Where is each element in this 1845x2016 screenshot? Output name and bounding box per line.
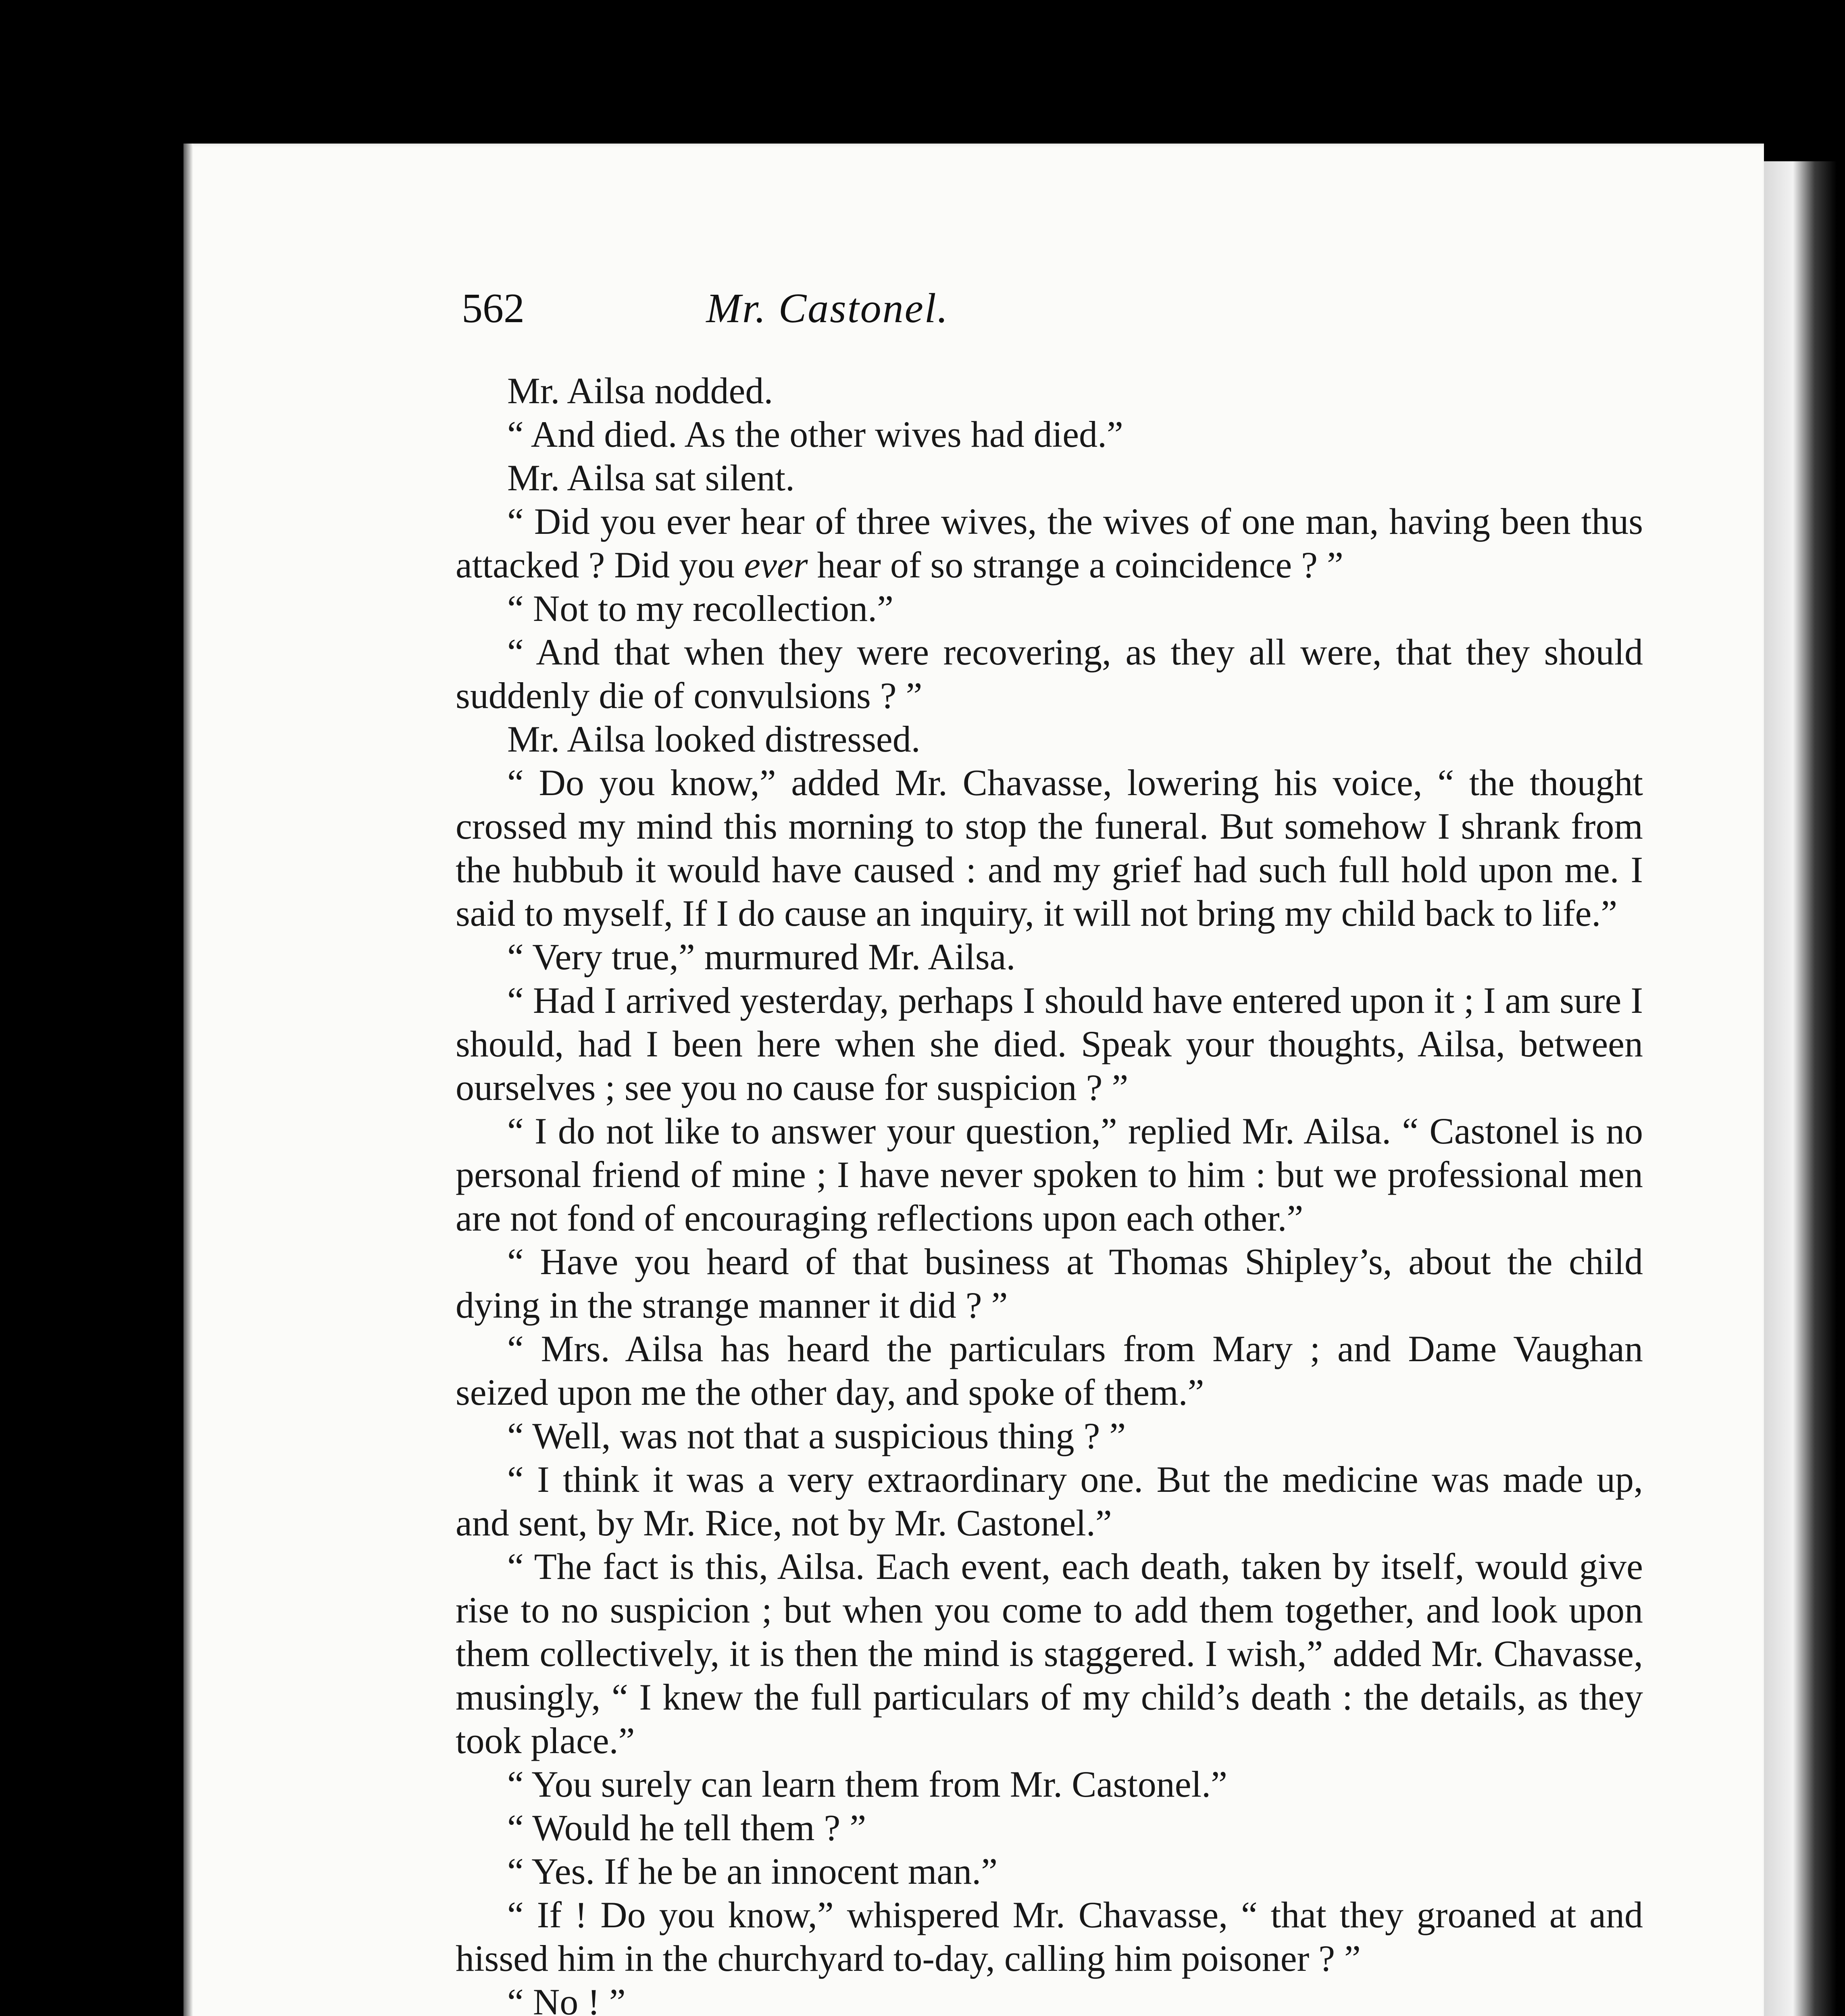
paragraph: “ Do you know,” added Mr. Chavasse, lowering his voice, “ the thought crossed my mind this morning to stop the funeral. But somehow I shrank from the hubbub it would have caused : and my grief had such full hold upon me. I said to myself, If I do cause an inquiry, it will not bring my child back to life.” [456, 762, 1643, 934]
page-binding-shadow [183, 144, 193, 2016]
paragraph: “ Mrs. Ailsa has heard the particulars from Mary ; and Dame Vaughan seized upon me the other day, and spoke of them.” [456, 1328, 1643, 1413]
paragraph: “ The fact is this, Ailsa. Each event, each death, taken by itself, would give rise to no suspicion ; but when you come to add them together, and look upon them collectively, it is then the mind is staggered. I wish,” added Mr. Chavasse, musingly, “ I knew the full particulars of my child’s death : the details, as they took place.” [456, 1546, 1643, 1761]
paragraph: “ Very true,” murmured Mr. Ailsa. [507, 936, 1016, 977]
paragraph: “ You surely can learn them from Mr. Castonel.” [507, 1764, 1227, 1805]
paragraph: “ I think it was a very extraordinary one. But the medicine was made up, and sent, by Mr. Rice, not by Mr. Castonel.” [456, 1459, 1643, 1543]
paragraph: “ I do not like to answer your question,” replied Mr. Ailsa. “ Castonel is no personal friend of mine ; I have never spoken to him : but we professional men are not fond of encouraging reflections upon each other.” [456, 1110, 1643, 1239]
paragraph: Mr. Ailsa looked distressed. [507, 719, 920, 760]
paragraph: “ If ! Do you know,” whispered Mr. Chavasse, “ that they groaned at and hissed him in the churchyard to-day, calling him poisoner ? ” [456, 1894, 1643, 1979]
paragraph: “ Well, was not that a suspicious thing ? ” [507, 1415, 1126, 1456]
paragraph: “ Had I arrived yesterday, perhaps I should have entered upon it ; I am sure I should, had I been here when she died. Speak your thoughts, Ailsa, between ourselves ; see you no cause for suspicion ? ” [456, 980, 1643, 1108]
paragraph: “ And that when they were recovering, as they all were, that they should suddenly die of convulsions ? ” [456, 631, 1643, 716]
paragraph: “ Would he tell them ? ” [507, 1807, 866, 1848]
running-title: Mr. Castonel. [706, 285, 949, 331]
facing-page-edge [1764, 161, 1837, 2016]
paragraph: “ Not to my recollection.” [507, 588, 894, 629]
paragraph: “ Did you ever hear of three wives, the wives of one man, having been thus attacked ? Did you ever hear of so strange a coincidence ? ” [456, 501, 1643, 585]
page-header [462, 282, 1193, 335]
paragraph: “ And died. As the other wives had died.” [507, 414, 1123, 455]
paragraph: “ Have you heard of that business at Thomas Shipley’s, about the child dying in the strange manner it did ? ” [456, 1241, 1643, 1326]
page-number: 562 [462, 285, 525, 331]
emphasis: ever [744, 544, 808, 585]
paragraph: Mr. Ailsa nodded. [507, 370, 773, 411]
paragraph: “ Yes. If he be an innocent man.” [507, 1851, 998, 1892]
paragraph: Mr. Ailsa sat silent. [507, 457, 795, 498]
body-text [456, 369, 1643, 2016]
paragraph: “ No ! ” [507, 1981, 626, 2016]
